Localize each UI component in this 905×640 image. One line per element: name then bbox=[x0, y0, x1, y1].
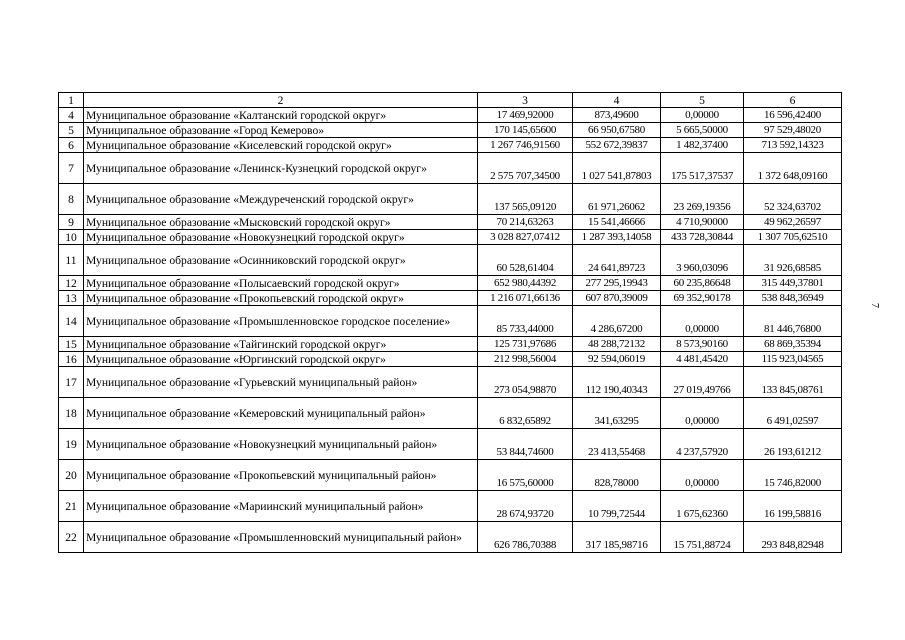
data-table bbox=[58, 92, 842, 553]
value-col-4: 112 190,40343 bbox=[573, 367, 661, 398]
page-number: 7 bbox=[869, 303, 880, 308]
row-number: 12 bbox=[59, 276, 84, 291]
table-header-row bbox=[59, 93, 842, 108]
value-col-6: 115 923,04565 bbox=[744, 352, 842, 367]
row-number: 22 bbox=[59, 522, 84, 553]
value-col-3: 17 469,92000 bbox=[478, 108, 573, 123]
table-row bbox=[59, 522, 842, 553]
value-col-3: 60 528,61404 bbox=[478, 245, 573, 276]
row-number: 21 bbox=[59, 491, 84, 522]
municipality-name: Муниципальное образование «Новокузнецкий муниципальный район» bbox=[84, 429, 478, 460]
value-col-4: 607 870,39009 bbox=[573, 291, 661, 306]
value-col-6: 26 193,61212 bbox=[744, 429, 842, 460]
value-col-5: 433 728,30844 bbox=[661, 230, 744, 245]
value-col-3: 125 731,97686 bbox=[478, 337, 573, 352]
value-col-5: 27 019,49766 bbox=[661, 367, 744, 398]
municipality-name: Муниципальное образование «Мариинский муниципальный район» bbox=[84, 491, 478, 522]
value-col-4: 1 287 393,14058 bbox=[573, 230, 661, 245]
table-row bbox=[59, 429, 842, 460]
municipality-name: Муниципальное образование «Ленинск-Кузнецкий городской округ» bbox=[84, 153, 478, 184]
row-number: 11 bbox=[59, 245, 84, 276]
table-row bbox=[59, 138, 842, 153]
row-number: 7 bbox=[59, 153, 84, 184]
row-number: 17 bbox=[59, 367, 84, 398]
row-number: 4 bbox=[59, 108, 84, 123]
row-number: 16 bbox=[59, 352, 84, 367]
value-col-6: 315 449,37801 bbox=[744, 276, 842, 291]
value-col-4: 61 971,26062 bbox=[573, 184, 661, 215]
value-col-5: 8 573,90160 bbox=[661, 337, 744, 352]
value-col-4: 277 295,19943 bbox=[573, 276, 661, 291]
municipality-name: Муниципальное образование «Тайгинский городской округ» bbox=[84, 337, 478, 352]
value-col-5: 5 665,50000 bbox=[661, 123, 744, 138]
table-row bbox=[59, 108, 842, 123]
table-row bbox=[59, 245, 842, 276]
value-col-3: 70 214,63263 bbox=[478, 215, 573, 230]
value-col-4: 1 027 541,87803 bbox=[573, 153, 661, 184]
table-row bbox=[59, 352, 842, 367]
value-col-4: 48 288,72132 bbox=[573, 337, 661, 352]
row-number: 6 bbox=[59, 138, 84, 153]
value-col-4: 552 672,39837 bbox=[573, 138, 661, 153]
value-col-6: 49 962,26597 bbox=[744, 215, 842, 230]
municipality-name: Муниципальное образование «Гурьевский муниципальный район» bbox=[84, 367, 478, 398]
header-col-2: 2 bbox=[84, 93, 478, 108]
table-body bbox=[59, 93, 842, 553]
value-col-4: 4 286,67200 bbox=[573, 306, 661, 337]
municipality-name: Муниципальное образование «Прокопьевский городской округ» bbox=[84, 291, 478, 306]
value-col-4: 23 413,55468 bbox=[573, 429, 661, 460]
value-col-6: 52 324,63702 bbox=[744, 184, 842, 215]
municipality-name: Муниципальное образование «Промышленновское городское поселение» bbox=[84, 306, 478, 337]
table-row bbox=[59, 306, 842, 337]
table-row bbox=[59, 460, 842, 491]
row-number: 9 bbox=[59, 215, 84, 230]
municipality-name: Муниципальное образование «Мысковский городской округ» bbox=[84, 215, 478, 230]
value-col-4: 10 799,72544 bbox=[573, 491, 661, 522]
value-col-5: 23 269,19356 bbox=[661, 184, 744, 215]
value-col-6: 68 869,35394 bbox=[744, 337, 842, 352]
value-col-5: 0,00000 bbox=[661, 460, 744, 491]
value-col-3: 6 832,65892 bbox=[478, 398, 573, 429]
value-col-4: 15 541,46666 bbox=[573, 215, 661, 230]
row-number: 13 bbox=[59, 291, 84, 306]
table-row bbox=[59, 291, 842, 306]
municipality-name: Муниципальное образование «Прокопьевский муниципальный район» bbox=[84, 460, 478, 491]
municipality-name: Муниципальное образование «Осинниковский городской округ» bbox=[84, 245, 478, 276]
value-col-6: 538 848,36949 bbox=[744, 291, 842, 306]
value-col-6: 31 926,68585 bbox=[744, 245, 842, 276]
table-row bbox=[59, 491, 842, 522]
value-col-4: 92 594,06019 bbox=[573, 352, 661, 367]
row-number: 8 bbox=[59, 184, 84, 215]
row-number: 18 bbox=[59, 398, 84, 429]
value-col-4: 317 185,98716 bbox=[573, 522, 661, 553]
value-col-6: 97 529,48020 bbox=[744, 123, 842, 138]
municipality-name: Муниципальное образование «Новокузнецкий городской округ» bbox=[84, 230, 478, 245]
header-col-6: 6 bbox=[744, 93, 842, 108]
table-row bbox=[59, 398, 842, 429]
value-col-3: 1 216 071,66136 bbox=[478, 291, 573, 306]
table-row bbox=[59, 184, 842, 215]
row-number: 20 bbox=[59, 460, 84, 491]
header-col-1: 1 bbox=[59, 93, 84, 108]
row-number: 5 bbox=[59, 123, 84, 138]
row-number: 10 bbox=[59, 230, 84, 245]
table-row bbox=[59, 230, 842, 245]
table-row bbox=[59, 367, 842, 398]
value-col-6: 81 446,76800 bbox=[744, 306, 842, 337]
value-col-4: 341,63295 bbox=[573, 398, 661, 429]
value-col-3: 170 145,65600 bbox=[478, 123, 573, 138]
value-col-5: 60 235,86648 bbox=[661, 276, 744, 291]
header-col-3: 3 bbox=[478, 93, 573, 108]
value-col-6: 133 845,08761 bbox=[744, 367, 842, 398]
value-col-3: 212 998,56004 bbox=[478, 352, 573, 367]
value-col-5: 1 482,37400 bbox=[661, 138, 744, 153]
value-col-3: 53 844,74600 bbox=[478, 429, 573, 460]
value-col-3: 1 267 746,91560 bbox=[478, 138, 573, 153]
value-col-6: 713 592,14323 bbox=[744, 138, 842, 153]
value-col-3: 28 674,93720 bbox=[478, 491, 573, 522]
municipality-name: Муниципальное образование «Промышленновский муниципальный район» bbox=[84, 522, 478, 553]
value-col-6: 1 372 648,09160 bbox=[744, 153, 842, 184]
municipality-name: Муниципальное образование «Киселевский городской округ» bbox=[84, 138, 478, 153]
value-col-4: 24 641,89723 bbox=[573, 245, 661, 276]
value-col-4: 828,78000 bbox=[573, 460, 661, 491]
value-col-6: 16 596,42400 bbox=[744, 108, 842, 123]
value-col-5: 1 675,62360 bbox=[661, 491, 744, 522]
row-number: 14 bbox=[59, 306, 84, 337]
table-row bbox=[59, 215, 842, 230]
value-col-3: 3 028 827,07412 bbox=[478, 230, 573, 245]
value-col-4: 66 950,67580 bbox=[573, 123, 661, 138]
value-col-6: 16 199,58816 bbox=[744, 491, 842, 522]
municipality-name: Муниципальное образование «Полысаевский городской округ» bbox=[84, 276, 478, 291]
row-number: 19 bbox=[59, 429, 84, 460]
value-col-3: 652 980,44392 bbox=[478, 276, 573, 291]
value-col-5: 4 481,45420 bbox=[661, 352, 744, 367]
value-col-5: 69 352,90178 bbox=[661, 291, 744, 306]
municipality-name: Муниципальное образование «Кемеровский муниципальный район» bbox=[84, 398, 478, 429]
value-col-3: 273 054,98870 bbox=[478, 367, 573, 398]
value-col-5: 175 517,37537 bbox=[661, 153, 744, 184]
municipality-name: Муниципальное образование «Калтанский городской округ» bbox=[84, 108, 478, 123]
value-col-5: 0,00000 bbox=[661, 398, 744, 429]
municipality-name: Муниципальное образование «Город Кемерово» bbox=[84, 123, 478, 138]
table-row bbox=[59, 153, 842, 184]
value-col-3: 626 786,70388 bbox=[478, 522, 573, 553]
row-number: 15 bbox=[59, 337, 84, 352]
table-row bbox=[59, 337, 842, 352]
value-col-3: 16 575,60000 bbox=[478, 460, 573, 491]
header-col-5: 5 bbox=[661, 93, 744, 108]
value-col-5: 3 960,03096 bbox=[661, 245, 744, 276]
value-col-3: 2 575 707,34500 bbox=[478, 153, 573, 184]
municipality-name: Муниципальное образование «Юргинский городской округ» bbox=[84, 352, 478, 367]
table-row bbox=[59, 276, 842, 291]
value-col-6: 15 746,82000 bbox=[744, 460, 842, 491]
value-col-5: 0,00000 bbox=[661, 306, 744, 337]
value-col-5: 4 237,57920 bbox=[661, 429, 744, 460]
value-col-4: 873,49600 bbox=[573, 108, 661, 123]
value-col-5: 15 751,88724 bbox=[661, 522, 744, 553]
value-col-6: 293 848,82948 bbox=[744, 522, 842, 553]
municipality-name: Муниципальное образование «Междуреченский городской округ» bbox=[84, 184, 478, 215]
header-col-4: 4 bbox=[573, 93, 661, 108]
value-col-5: 4 710,90000 bbox=[661, 215, 744, 230]
value-col-3: 137 565,09120 bbox=[478, 184, 573, 215]
table-row bbox=[59, 123, 842, 138]
value-col-3: 85 733,44000 bbox=[478, 306, 573, 337]
value-col-6: 6 491,02597 bbox=[744, 398, 842, 429]
value-col-6: 1 307 705,62510 bbox=[744, 230, 842, 245]
value-col-5: 0,00000 bbox=[661, 108, 744, 123]
